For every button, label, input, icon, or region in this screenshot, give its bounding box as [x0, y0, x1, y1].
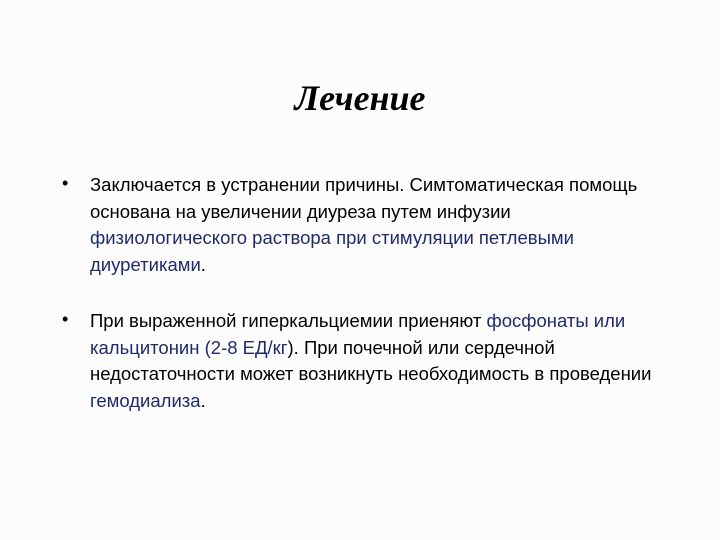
bullet-text: Заключается в устранении причины. Симтоматическая помощь основана на увеличении диуреза путем инфузии: [90, 174, 638, 222]
bullet-text: .: [200, 253, 206, 275]
highlighted-term: фосфонаты или кальцитонин (2-8 ЕД/кг: [90, 310, 626, 358]
bullet-text: При выраженной гиперкальциемии приеняют: [90, 310, 487, 331]
bullet-item-treatment: [62, 172, 662, 278]
bullet-text: ). При почечной или сердечной недостаточности может возникнуть необходимость в проведении: [90, 336, 652, 384]
bullet-icon: •: [62, 173, 69, 193]
bullet-item-hypercalcemia: [62, 308, 662, 414]
bullet-list: [62, 172, 662, 444]
highlighted-term: гемодиализа: [90, 389, 201, 411]
bullet-icon: •: [62, 309, 69, 329]
slide-title: Лечение: [294, 78, 426, 118]
bullet-text: .: [200, 389, 206, 411]
highlighted-term: физиологического раствора при стимуляции петлевыми диуретиками: [90, 227, 574, 275]
